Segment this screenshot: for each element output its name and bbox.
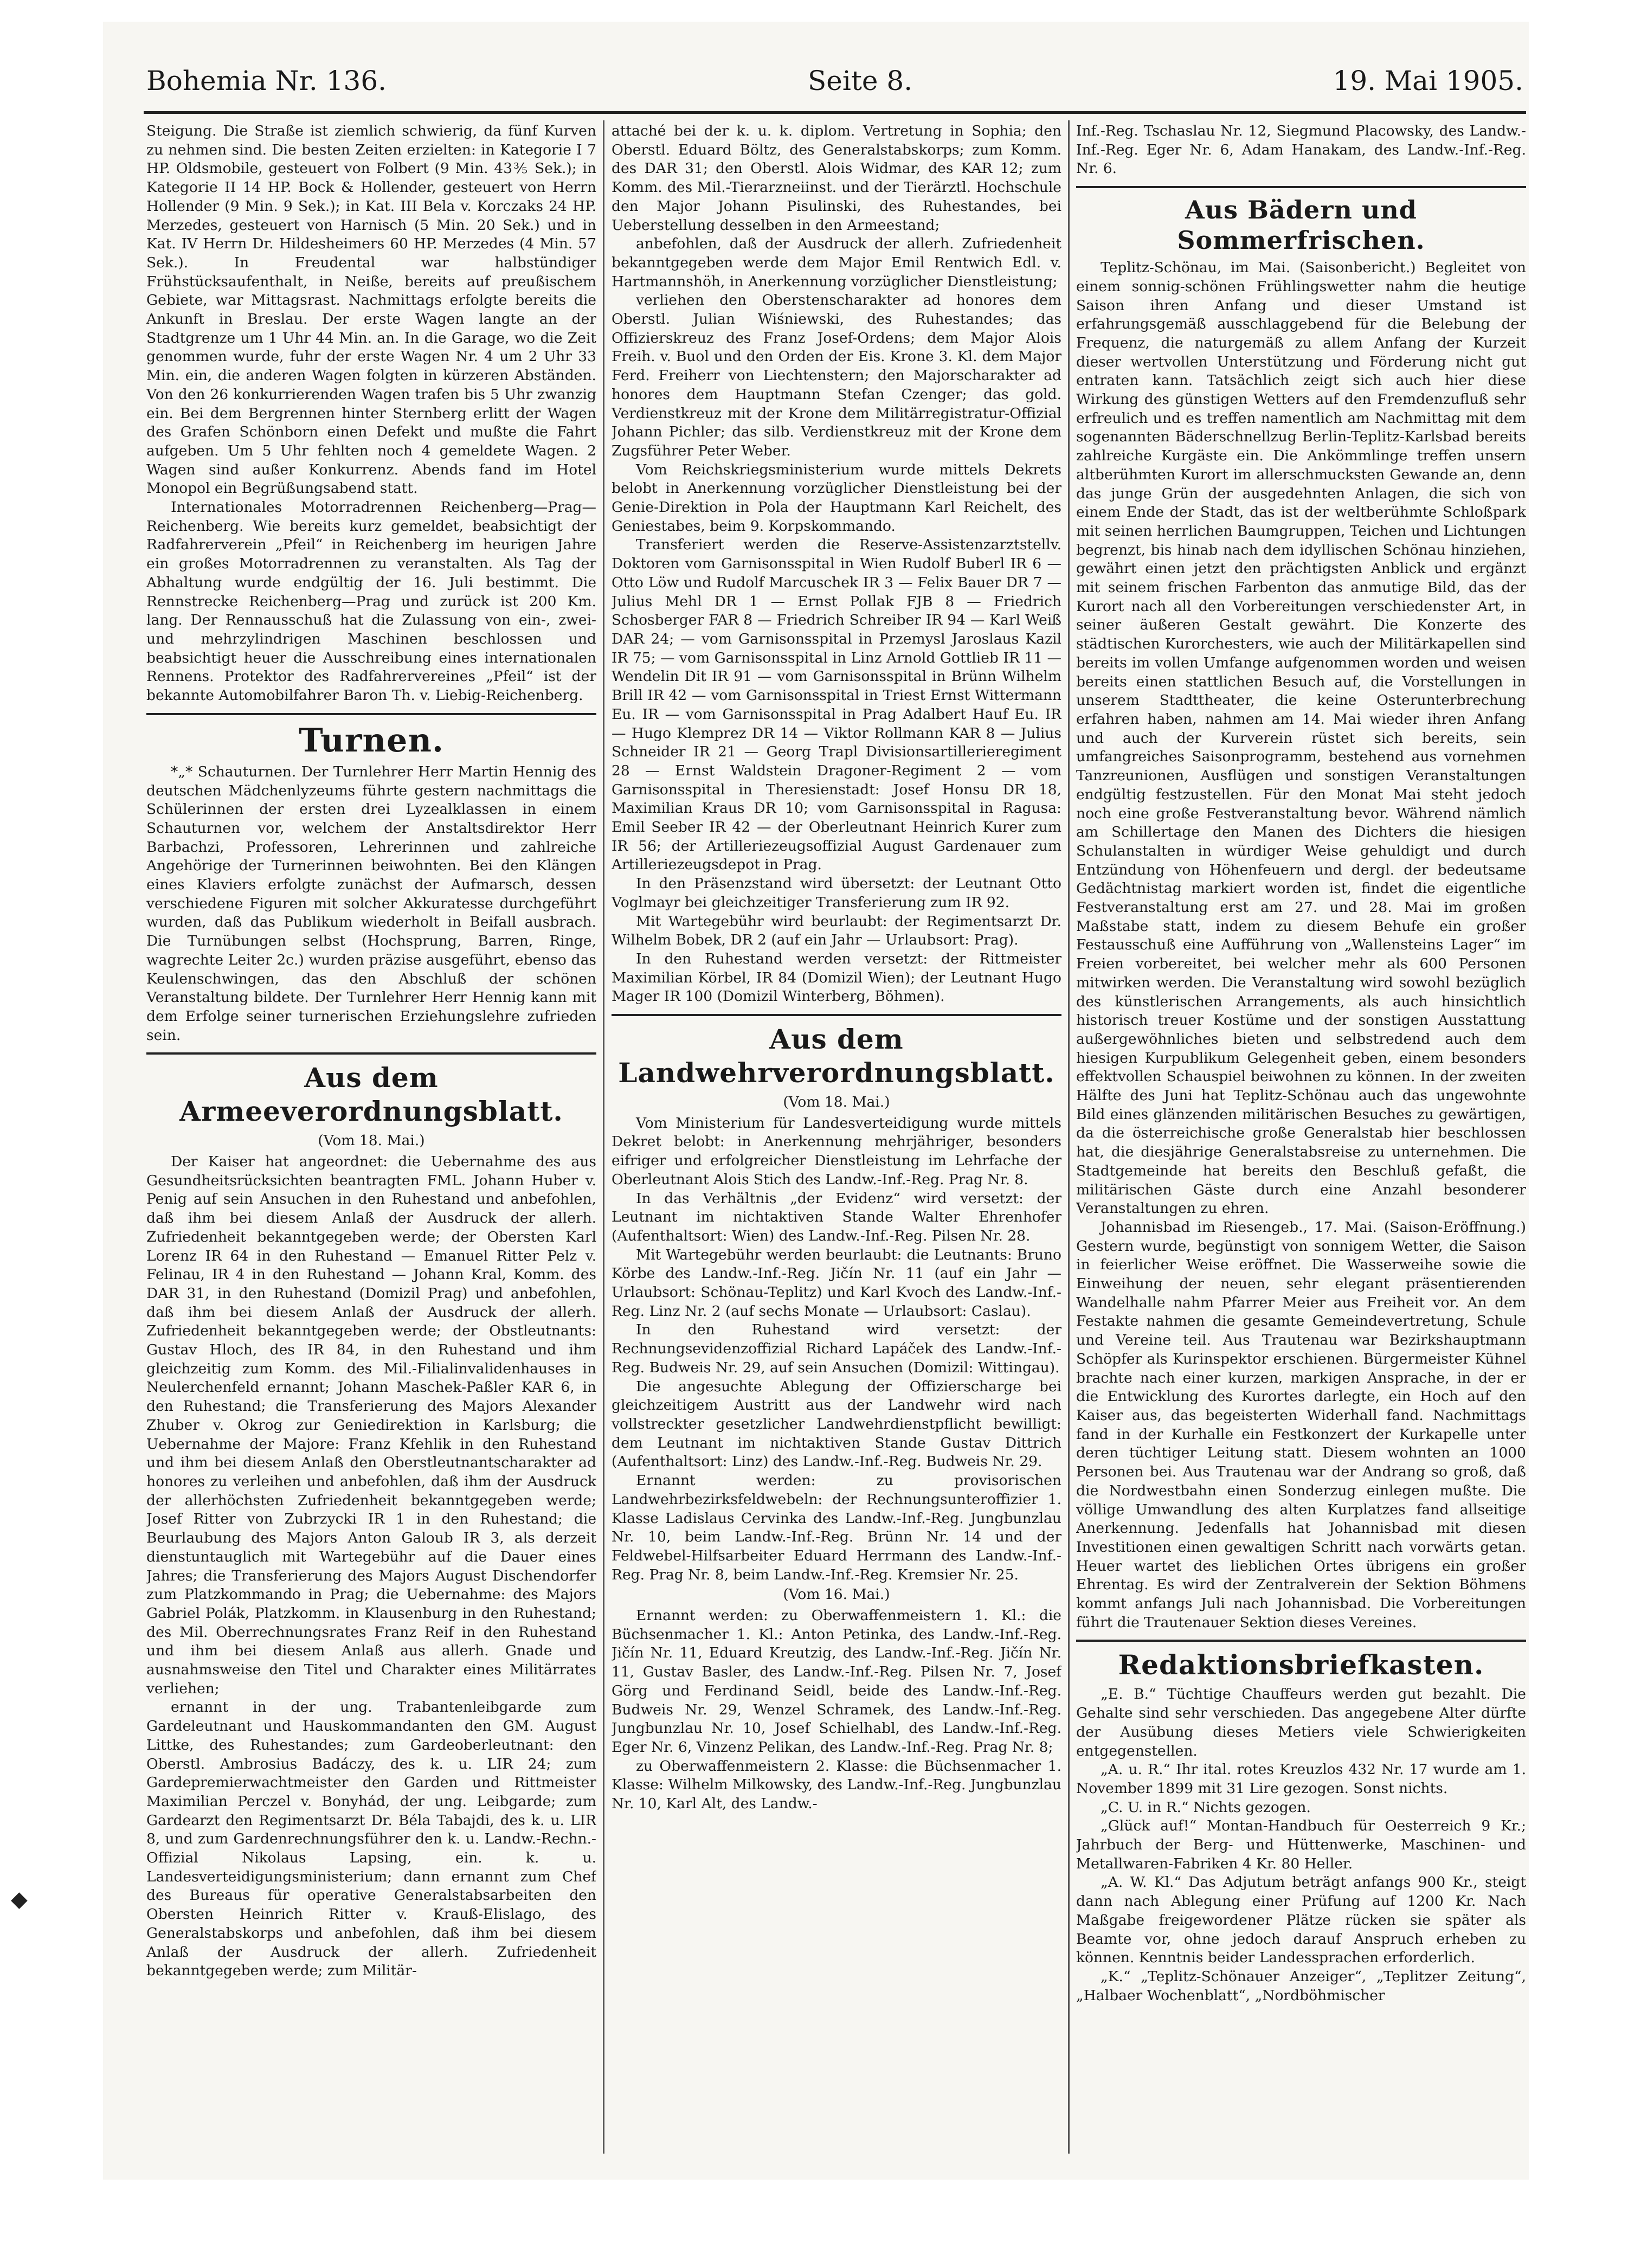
section-heading: Aus dem Landwehrverordnungsblatt.: [618, 1023, 1055, 1089]
article-paragraph: „A. W. Kl.“ Das Adjutum beträgt anfangs 900 Kr., steigt dann nach Ablegung einer Prüfung auf 1200 Kr. Nach Maßgabe freigewordener Plätze rücken sie später als Beamte vor, ohne jedoch darauf Anspruch erheben zu können. Kenntnis beider Landessprachen erforderlich.: [1076, 1874, 1526, 1967]
article-paragraph: Der Kaiser hat angeordnet: die Uebernahme des aus Gesundheitsrücksichten beantragten FML. Johann Huber v. Penig auf sein Ansuchen in den Ruhestand und anbefohlen, daß ihm bei diesem Anlaß der Ausdruck der allerh. Zufriedenheit bekanntgegeben werde; der Obersten Karl Lorenz IR 64 in den Ruhestand — Emanuel Ritter Pelz v. Felinau, IR 4 in den Ruhestand — Johann Kral, Komm. des DAR 31, in den Ruhestand (Domizil Prag) und anbefohlen, daß ihm bei diesem Anlaß der Ausdruck der allerh. Zufriedenheit bekanntgegeben werde; der Obstleutnants: Gustav Hloch, des IR 84, in den Ruhestand und ihm gleichzeitig zum Komm. des Mil.-Filialinvalidenhauses in Neulerchenfeld ernannt; Johann Maschek-Paßler KAR 6, in den Ruhestand; die Transferierung des Majors Alexander Zhuber v. Okrog zur Geniedirektion in Karlsburg; die Uebernahme der Majore: Franz Kfehlik in den Ruhestand und ihm bei diesem Anlaß den Oberstleutnantscharakter ad honores zu verleihen und anbefohlen, daß ihm der Ausdruck der allerhöchsten Zufriedenheit bekanntgegeben werde; Josef Ritter von Zubrzycki IR 1 in den Ruhestand; die Beurlaubung des Majors Anton Galoub IR 3, als derzeit dienstuntauglich mit Wartegebühr auf die Dauer eines Jahres; die Transferierung des Majors August Dischendorfer zum Platzkommando in Prag; die Uebernahme: des Majors Gabriel Polák, Platzkomm. in Klausenburg in den Ruhestand; des Mil. Oberrechnungsrates Franz Reif in den Ruhestand und ihm bei diesem Anlaß aus allerh. Gnade und ausnahmsweise den Titel und Charakter eines Militärrates verliehen;: [146, 1153, 596, 1697]
section-rule: [1076, 1640, 1526, 1642]
article-paragraph: Steigung. Die Straße ist ziemlich schwierig, da fünf Kurven zu nehmen sind. Die besten Zeiten erzielten: in Kategorie I 7 HP. Oldsmobile, gesteuert von Folbert (9 Min. 43⅗ Sek.); in Kategorie II 14 HP. Bock & Hollender, gesteuert von Herrn Hollender (9 Min. 9 Sek.); in Kat. III Bela v. Korczaks 24 HP. Merzedes, gesteuert von Harnisch (5 Min. 20 Sek.) und in Kat. IV Herrn Dr. Hildesheimers 60 HP. Merzedes (4 Min. 57 Sek.). In Freudental war halbstündiger Frühstücksaufenthalt, in Neiße, bereits auf preußischem Gebiete, war Mittagsrast. Nachmittags erfolgte bereits die Ankunft in Breslau. Der erste Wagen langte an der Stadtgrenze um 1 Uhr 44 Min. an. In die Garage, wo die Zeit genommen wurde, fuhr der erste Wagen Nr. 4 um 2 Uhr 33 Min. ein, die anderen Wagen folgten in kürzeren Abständen. Von den 26 konkurrierenden Wagen trafen bis 5 Uhr zwanzig ein. Bei dem Bergrennen hinter Sternberg erlitt der Wagen des Grafen Schönborn einen Defekt und mußte die Fahrt aufgeben. Um 5 Uhr fehlten noch 4 gemeldete Wagen. 2 Wagen sind außer Konkurrenz. Abends fand im Hotel Monopol ein Begrüßungsabend statt.: [146, 123, 596, 497]
dateline: (Vom 18. Mai.): [318, 1132, 425, 1149]
article-paragraph: „Glück auf!“ Montan-Handbuch für Oesterreich 9 Kr.; Jahrbuch der Berg- und Hüttenwerke, Maschinen- und Metallwaren-Fabriken 4 Kr. 80 Heller.: [1076, 1817, 1526, 1872]
article-paragraph: „C. U. in R.“ Nichts gezogen.: [1101, 1798, 1311, 1816]
article-paragraph: zu Oberwaffenmeistern 2. Klasse: die Büchsenmacher 1. Klasse: Wilhelm Milkowsky, des Landw.-Inf.-Reg. Jungbunzlau Nr. 10, Karl Alt, des Landw.-: [612, 1757, 1061, 1813]
article-paragraph: „E. B.“ Tüchtige Chauffeurs werden gut bezahlt. Die Gehalte sind sehr verschieden. Das angegebene Alter dürfte der Ausübung dieses Metiers viele Schwierigkeiten entgegenstellen.: [1076, 1686, 1526, 1759]
article-paragraph: Ernannt werden: zu provisorischen Landwehrbezirksfeldwebeln: der Rechnungsunteroffizier 1. Klasse Ladislaus Cervinka des Landw.-Inf.-Reg. Jungbunzlau Nr. 10, beim Landw.-Inf.-Reg. Brünn Nr. 14 und der Feldwebel-Hilfsarbeiter Eduard Herrmann des Landw.-Inf.-Reg. Prag Nr. 8, beim Landw.-Inf.-Reg. Kremsier Nr. 25.: [612, 1472, 1061, 1583]
article-paragraph: In den Präsenzstand wird übersetzt: der Leutnant Otto Voglmayr bei gleichzeitiger Transferierung zum IR 92.: [612, 875, 1061, 911]
section-heading: Redaktionsbriefkasten.: [1118, 1649, 1484, 1681]
section-rule: [612, 1014, 1061, 1016]
article-paragraph: anbefohlen, daß der Ausdruck der allerh. Zufriedenheit bekanntgegeben werde dem Major Emil Rentwich Edl. v. Hartmannshöh, in Anerkennung vorzüglicher Dienstleistung;: [612, 235, 1061, 290]
article-paragraph: ernannt in der ung. Trabantenleibgarde zum Gardeleutnant und Hauskommandanten den GM. August Littke, des Ruhestandes; zum Gardeoberleutnant: den Oberstl. Ambrosius Badáczy, des k. u. LIR 24; zum Gardepremierwachtmeister den Garden und Rittmeister Maximilian Perczel v. Bonyhád, der ung. Leibgarde; zum Gardearzt den Regimentsarzt Dr. Béla Tabajdi, des k. u. LIR 8, und zum Gardenrechnungsführer den k. u. Landw.-Rechn.-Offizial Nikolaus Lapsing, ein. k. u. Landesverteidigungsministerium; dann ernannt zum Chef des Bureaus für operative Generalstabsarbeiten den Obersten Heinrich Ritter v. Krauß-Elislago, des Generalstabskorps und anbefohlen, daß ihm bei diesem Anlaß der Ausdruck der allerh. Zufriedenheit bekanntgegeben werde; zum Militär-: [146, 1699, 596, 1980]
column-3: [1076, 122, 1526, 2155]
section-rule: [1076, 186, 1526, 188]
section-heading: Aus dem Armeeverordnungsblatt.: [179, 1062, 563, 1128]
section-rule: [146, 713, 596, 715]
dateline: (Vom 18. Mai.): [783, 1094, 890, 1111]
section-rule: [146, 1052, 596, 1055]
section-heading: Turnen.: [299, 721, 444, 760]
header-page-number: Seite 8.: [808, 65, 913, 97]
article-paragraph: In das Verhältnis „der Evidenz“ wird versetzt: der Leutnant im nichtaktiven Stande Walter Ehrenhofer (Aufenthaltsort: Wien) des Landw.-Inf.-Reg. Pilsen Nr. 28.: [612, 1190, 1061, 1244]
article-paragraph: In den Ruhestand werden versetzt: der Rittmeister Maximilian Körbel, IR 84 (Domizil Wien); der Leutnant Hugo Mager IR 100 (Domizil Winterberg, Böhmen).: [612, 950, 1061, 1005]
article-paragraph: attaché bei der k. u. k. diplom. Vertretung in Sophia; den Oberstl. Eduard Böltz, des Generalstabskorps; zum Komm. des DAR 31; den Oberstl. Alois Widmar, des KAR 12; zum Komm. des Mil.-Tierarzneiinst. und der Tierärztl. Hochschule den Major Johann Pisulinski, des Ruhestandes, bei Ueberstellung desselben in den Armeestand;: [612, 123, 1061, 234]
article-paragraph: „K.“ „Teplitz-Schönauer Anzeiger“, „Teplitzer Zeitung“, „Halbaer Wochenblatt“, „Nordböhmischer: [1076, 1968, 1526, 2004]
article-paragraph: Mit Wartegebühr wird beurlaubt: der Regimentsarzt Dr. Wilhelm Bobek, DR 2 (auf ein Jahr — Urlaubsort: Prag).: [612, 913, 1061, 949]
column-divider: [1068, 120, 1070, 2154]
article-paragraph: Vom Reichskriegsministerium wurde mittels Dekrets belobt in Anerkennung vorzüglicher Dienstleistung bei der Genie-Direktion in Pola der Hauptmann Karl Reichelt, des Geniestabes, beim 9. Korpskommando.: [612, 461, 1061, 535]
article-paragraph: Johannisbad im Riesengeb., 17. Mai. (Saison-Eröffnung.) Gestern wurde, begünstigt von sonnigem Wetter, die Saison in feierlicher Weise eröffnet. Die Wasserweihe sowie die Einweihung der neuen, sehr elegant präsentierenden Wandelhalle nahm Pfarrer Meier aus Freiheit vor. An dem Festakte nahmen die gesamte Gemeindevertretung, Schule und Vereine teil. Aus Trautenau war Bezirkshauptmann Schöpfer als Kurinspektor erschienen. Bürgermeister Kühnel brachte nach einer kurzen, markigen Ansprache, in der er die Entwicklung des Kurortes darlegte, ein Hoch auf den Kaiser aus, das begeisterten Widerhall fand. Nachmittags fand in der Kurhalle ein Festkonzert der Kurkapelle unter deren tüchtiger Leitung statt. Diesem wohnten an 1000 Personen bei. Aus Trautenau war der Andrang so groß, daß die Nordwestbahn einen Sonderzug einlegen mußte. Die völlige Umwandlung des alten Kurplatzes fand allseitige Anerkennung. Jedenfalls hat Johannisbad mit diesen Investitionen einen gewaltigen Schritt nach vorwärts getan. Heuer wartet des lieblichen Ortes übrigens ein großer Ehrentag. Es wird der Zentralverein der Sektion Böhmens kommt anfangs Juli nach Johannisbad. Die Vorbereitungen führt die Trautenauer Sektion dieses Vereines.: [1076, 1218, 1526, 1631]
article-paragraph: Transferiert werden die Reserve-Assistenzarztstellv. Doktoren vom Garnisonsspital in Wien Rudolf Buberl IR 6 — Otto Löw und Rudolf Marcuschek IR 3 — Felix Bauer DR 7 — Julius Mehl DR 1 — Ernst Pollak FJB 8 — Friedrich Schosberger FAR 8 — Friedrich Schreiber IR 94 — Karl Weiß DAR 24; — vom Garnisonsspital in Przemysl Jaroslaus Kazil IR 75; — vom Garnisonsspital in Linz Arnold Gottlieb IR 11 — Wendelin Dit IR 91 — vom Garnisonsspital in Brünn Wilhelm Brill IR 42 — vom Garnisonsspital in Triest Ernst Wittermann Eu. IR — vom Garnisonsspital in Prag Adalbert Hauf Eu. IR — Hugo Klemprez DR 14 — Viktor Rollmann KAR 8 — Julius Schneider IR 21 — Georg Trapl Divisionsartillerieregiment 28 — Ernst Waldstein Dragoner-Regiment 2 — vom Garnisonsspital in Theresienstadt: Josef Honsu DR 18, Maximilian Kraus DR 10; vom Garnisonsspital in Ragusa: Emil Seeber IR 42 — der Oberleutnant Heinrich Kurer zum IR 56; der Artilleriezeugsoffizial August Gardenauer zum Artilleriezeugsdepot in Prag.: [612, 536, 1061, 873]
article-paragraph: „A. u. R.“ Ihr ital. rotes Kreuzlos 432 Nr. 17 wurde am 1. November 1899 mit 31 Lire gezogen. Sonst nichts.: [1076, 1761, 1526, 1797]
header-masthead: Bohemia Nr. 136.: [146, 65, 387, 97]
margin-mark-icon: ◆: [11, 1887, 28, 1912]
page-header: [146, 65, 1523, 114]
column-divider: [603, 120, 604, 2154]
article-paragraph: Inf.-Reg. Tschaslau Nr. 12, Siegmund Placowsky, des Landw.-Inf.-Reg. Eger Nr. 6, Adam Hanakam, des Landw.-Inf.-Reg. Nr. 6.: [1076, 123, 1526, 177]
article-paragraph: Internationales Motorradrennen Reichenberg—Prag—Reichenberg. Wie bereits kurz gemeldet, beabsichtigt der Radfahrerverein „Pfeil“ in Reichenberg im heurigen Jahre ein großes Motorradrennen zu veranstalten. Als Tag der Abhaltung wurde endgültig der 16. Juli bestimmt. Die Rennstrecke Reichenberg—Prag und zurück ist 200 Km. lang. Der Rennausschuß hat die Zulassung von ein-, zwei- und mehrzylindrigen Maschinen beschlossen und beabsichtigt heuer die Ausschreibung eines internationalen Rennens. Protektor des Radfahrervereines „Pfeil“ ist der bekannte Automobilfahrer Baron Th. v. Liebig-Reichenberg.: [146, 499, 596, 704]
header-rule: [144, 111, 1526, 114]
column-1: [146, 122, 596, 2155]
header-date: 19. Mai 1905.: [1333, 65, 1523, 97]
article-paragraph: Die angesuchte Ablegung der Offizierscharge bei gleichzeitigem Austritt aus der Landwehr wird nach vollstreckter gesetzlicher Landwehrdienstpflicht bewilligt: dem Leutnant im nichtaktiven Stande Gustav Dittrich (Aufenthaltsort: Linz) des Landw.-Inf.-Reg. Budweis Nr. 29.: [612, 1378, 1061, 1470]
article-paragraph: verliehen den Oberstenscharakter ad honores dem Oberstl. Julian Wiśniewski, des Ruhestandes; das Offizierskreuz des Franz Josef-Ordens; dem Major Alois Freih. v. Buol und den Orden der Eis. Krone 3. Kl. dem Major Ferd. Freiherr von Liechtenstern; den Majorscharakter ad honores dem Hauptmann Stefan Czenger; das gold. Verdienstkreuz mit der Krone dem Militärregistratur-Offizial Johann Pichler; das silb. Verdienstkreuz mit der Krone dem Zugsführer Peter Weber.: [612, 292, 1061, 459]
article-paragraph: In den Ruhestand wird versetzt: der Rechnungsevidenzoffizial Richard Lapáček des Landw.-Inf.-Reg. Budweis Nr. 29, auf sein Ansuchen (Domizil: Wittingau).: [612, 1321, 1061, 1376]
section-heading: Aus Bädern und Sommerfrischen.: [1177, 195, 1425, 255]
article-paragraph: Teplitz-Schönau, im Mai. (Saisonbericht.) Begleitet von einem sonnig-schönen Frühlingswetter nahm die heutige Saison ihren Anfang und dieser Umstand ist erfahrungsgemäß ausschlaggebend für die Belebung der Frequenz, die naturgemäß zu allem Anfang der Kurzeit dieser wertvollen Unterstützung und Förderung nicht gut entraten kann. Tatsächlich zeigt sich auch hier diese Wirkung des günstigen Wetters auf den Fremdenzufluß sehr erfreulich und es treffen namentlich am Nachmittag mit dem sogenannten Bäderschnellzug Berlin-Teplitz-Karlsbad bereits zahlreiche Kurgäste ein. Die Ankömmlinge treffen unsern altberühmten Kurort im allerschmucksten Gewande an, denn das junge Grün der ausgedehnten Anlagen, die sich von einem Ende der Stadt, das ist der weltberühmte Schloßpark mit seinen herrlichen Baumgruppen, Teichen und Lichtungen begrenzt, bis hinab nach dem idyllischen Schönau hinziehen, gewährt einen jetzt den prächtigsten Anblick und ergänzt mit seinem frischen Farbenton das anmutige Bild, das der Kurort nach all den Vorbereitungen verschiedenster Art, in seiner äußeren Gestalt gewährt. Die Konzerte des städtischen Kurorchesters, wie auch der Militärkapellen sind bereits im vollen Umfange aufgenommen worden und weisen bereits einen stattlichen Besuch auf, die Vorstellungen in unserem Stadttheater, die keine Osterunterbrechung erfahren haben, nahmen am 14. Mai wieder ihren Anfang und auch der Kurverein rüstet sich bereits, sein umfangreiches Saisonprogramm, bestehend aus vornehmen Tanzreunionen, Ausflügen und sonstigen Veranstaltungen endgültig festzustellen. Für den Monat Mai steht jedoch noch eine große Festveranstaltung bevor. Während nämlich am Schillertage den Manen des Dichters die hiesigen Schulanstalten in würdiger Weise gehuldigt und durch Entzündung von Höhenfeuern und dergl. der bedeutsame Gedächtnistag markiert worden ist, findet die eigentliche Festveranstaltung erst am 27. und 28. Mai im großen Maßstabe statt, indem zu diesem Behufe ein großer Festausschuß eine Aufführung von „Wallensteins Lager“ im Freien vorbereitet, bei welcher mehr als 600 Personen mitwirken werden. Die Veranstaltung wird sowohl bezüglich des künstlerischen Arrangements, als auch hinsichtlich historisch treuer Kostüme und der sonstigen Ausstattung außergewöhnliches bieten und selbstredend auch dem hiesigen Kurpublikum Gelegenheit geben, einem besonders effektvollen Schauspiel beiwohnen zu können. In der zweiten Hälfte des Juni hat Teplitz-Schönau auch das ungewohnte Bild eines glänzenden militärischen Besuches zu gewärtigen, da die österreichische große Generalstab hier beschlossen hat, die diesjährige Generalstabsreise zu unternehmen. Die Stadtgemeinde hat bereits den Beschluß gefaßt, die militärischen Gäste durch eine Anzahl besonderer Veranstaltungen zu ehren.: [1076, 259, 1526, 1217]
dateline: (Vom 16. Mai.): [783, 1586, 890, 1603]
column-2: [612, 122, 1061, 2155]
article-paragraph: Ernannt werden: zu Oberwaffenmeistern 1. Kl.: die Büchsenmacher 1. Kl.: Anton Petinka, des Landw.-Inf.-Reg. Jičín Nr. 11, Eduard Kreutzig, des Landw.-Inf.-Reg. Jičín Nr. 11, Gustav Basler, des Landw.-Inf.-Reg. Pilsen Nr. 7, Josef Görg und Ferdinand Seidl, beide des Landw.-Inf.-Reg. Budweis Nr. 29, Wenzel Schramek, des Landw.-Inf.-Reg. Jungbunzlau Nr. 10, Josef Schielhabl, des Landw.-Inf.-Reg. Eger Nr. 6, Vinzenz Pelikan, des Landw.-Inf.-Reg. Prag Nr. 8;: [612, 1607, 1061, 1756]
article-paragraph: *„* Schauturnen. Der Turnlehrer Herr Martin Hennig des deutschen Mädchenlyzeums führte gestern nachmittags die Schülerinnen der ersten drei Lyzealklassen in einem Schauturnen vor, welchem der Anstaltsdirektor Herr Barbachzi, Professoren, Lehrerinnen und zahlreiche Angehörige der Turnerinnen beiwohnten. Bei den Klängen eines Klaviers erfolgte zunächst der Aufmarsch, dessen verschiedene Figuren mit solcher Akkuratesse durchgeführt wurden, daß das Publikum wiederholt in Beifall ausbrach. Die Turnübungen selbst (Hochsprung, Barren, Ringe, wagrechte Leiter 2c.) wurden präzise ausgeführt, ebenso das Keulenschwingen, das den Abschluß der schönen Veranstaltung bildete. Der Turnlehrer Herr Hennig kann mit dem Erfolge seiner turnerischen Erziehungslehre zufrieden sein.: [146, 763, 596, 1044]
article-paragraph: Vom Ministerium für Landesverteidigung wurde mittels Dekret belobt: in Anerkennung mehrjähriger, besonders eifriger und erfolgreicher Dienstleistung im Lehrfache der Oberleutnant Alois Stich des Landw.-Inf.-Reg. Prag Nr. 8.: [612, 1114, 1061, 1188]
article-paragraph: Mit Wartegebühr werden beurlaubt: die Leutnants: Bruno Körbe des Landw.-Inf.-Reg. Jičín Nr. 11 (auf ein Jahr — Urlaubsort: Schönau-Teplitz) und Karl Kvoch des Landw.-Inf.-Reg. Linz Nr. 2 (auf sechs Monate — Urlaubsort: Caslau).: [612, 1246, 1061, 1320]
